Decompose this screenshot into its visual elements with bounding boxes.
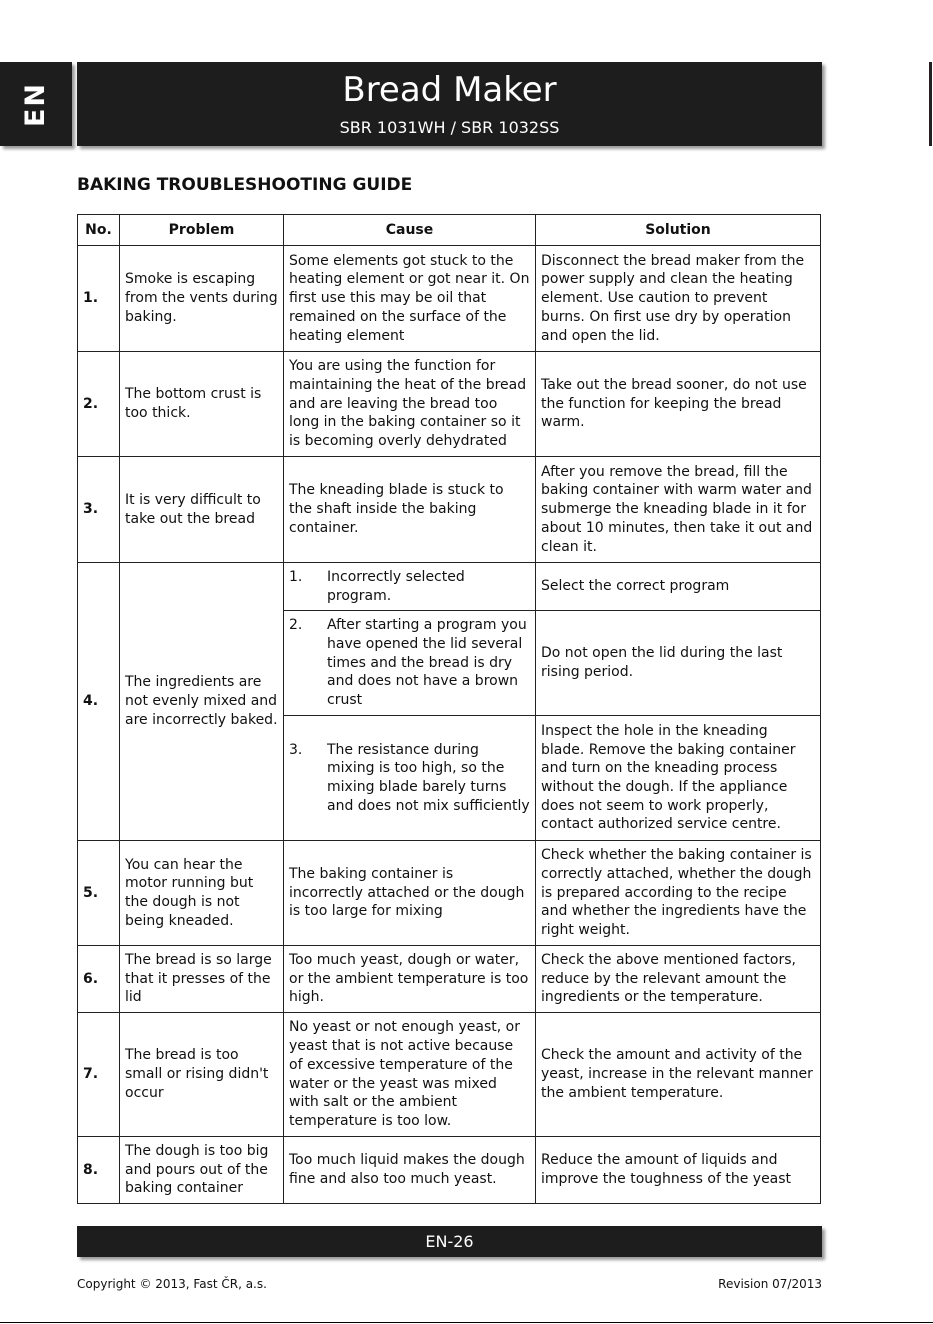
edge-marker [929,62,932,146]
troubleshooting-table [77,214,821,1204]
row-number: 7. [78,1013,120,1137]
copyright-text: Copyright © 2013, Fast ČR, a.s. [77,1277,267,1291]
problem-cell: You can hear the motor running but the dough is not being kneaded. [120,841,284,946]
cause-cell: The kneading blade is stuck to the shaft inside the baking container. [284,457,536,563]
table-row [78,246,821,352]
problem-cell: The bread is too small or rising didn't occur [120,1013,284,1137]
cause-index: 3. [289,741,303,758]
header-bar [77,62,822,146]
solution-cell: Disconnect the bread maker from the power supply and clean the heating element. Use caution to prevent burns. On first use dry by operation and open the lid. [536,246,821,352]
language-tab [0,62,72,146]
table-row [78,563,821,611]
solution-cell: Select the correct program [536,563,821,611]
revision-text: Revision 07/2013 [718,1277,822,1291]
table-row [78,457,821,563]
solution-cell: After you remove the bread, fill the baking container with warm water and submerge the kneading blade in it for about 10 minutes, then take it out and clean it. [536,457,821,563]
column-header-cause: Cause [284,215,536,246]
cause-cell [284,563,536,611]
problem-cell: The bottom crust is too thick. [120,352,284,457]
solution-cell: Inspect the hole in the kneading blade. Remove the baking container and turn on the kneading process without the dough. If the appliance does not seem to work properly, contact authorized service centre. [536,716,821,841]
solution-cell: Do not open the lid during the last rising period. [536,611,821,716]
solution-cell: Check whether the baking container is correctly attached, whether the dough is prepared according to the recipe and whether the ingredients have the right weight. [536,841,821,946]
model-subtitle: SBR 1031WH / SBR 1032SS [339,118,560,137]
page-title: Bread Maker [342,70,557,110]
cause-text: The resistance during mixing is too high, so the mixing blade barely turns and does not mix sufficiently [327,741,530,814]
cause-cell [284,611,536,716]
problem-cell: It is very difficult to take out the bread [120,457,284,563]
table-row [78,1013,821,1137]
cause-text: Incorrectly selected program. [327,568,465,604]
problem-cell: The bread is so large that it presses of the lid [120,946,284,1013]
row-number: 6. [78,946,120,1013]
cause-cell: Too much liquid makes the dough fine and also too much yeast. [284,1137,536,1204]
problem-cell: The dough is too big and pours out of the baking container [120,1137,284,1204]
table-row [78,1137,821,1204]
row-number: 2. [78,352,120,457]
section-title: BAKING TROUBLESHOOTING GUIDE [77,175,413,195]
cause-cell [284,716,536,841]
column-header-no: No. [78,215,120,246]
table-row [78,352,821,457]
solution-cell: Check the amount and activity of the yeast, increase in the relevant manner the ambient temperature. [536,1013,821,1137]
page-number: EN-26 [425,1232,474,1251]
problem-cell: Smoke is escaping from the vents during baking. [120,246,284,352]
page-number-bar [77,1226,822,1257]
solution-cell: Reduce the amount of liquids and improve the toughness of the yeast [536,1137,821,1204]
solution-cell: Take out the bread sooner, do not use the function for keeping the bread warm. [536,352,821,457]
problem-cell: The ingredients are not evenly mixed and are incorrectly baked. [120,563,284,841]
cause-index: 2. [289,617,303,634]
language-code: EN [20,81,52,127]
row-number: 1. [78,246,120,352]
column-header-solution: Solution [536,215,821,246]
row-number: 3. [78,457,120,563]
cause-cell: You are using the function for maintaining the heat of the bread and are leaving the bread too long in the baking container so it is becoming overly dehydrated [284,352,536,457]
cause-cell: The baking container is incorrectly attached or the dough is too large for mixing [284,841,536,946]
row-number: 4. [78,563,120,841]
cause-index: 1. [289,568,303,585]
cause-cell: No yeast or not enough yeast, or yeast that is not active because of excessive temperature of the water or the yeast was mixed with salt or the ambient temperature is too low. [284,1013,536,1137]
cause-cell: Too much yeast, dough or water, or the ambient temperature is too high. [284,946,536,1013]
solution-cell: Check the above mentioned factors, reduce by the relevant amount the ingredients or the temperature. [536,946,821,1013]
row-number: 8. [78,1137,120,1204]
table-row [78,946,821,1013]
column-header-problem: Problem [120,215,284,246]
cause-text: After starting a program you have opened the lid several times and the bread is dry and does not have a brown crust [327,617,527,709]
table-row [78,841,821,946]
table-header-row [78,215,821,246]
bottom-divider [0,1322,933,1323]
row-number: 5. [78,841,120,946]
cause-cell: Some elements got stuck to the heating element or got near it. On first use this may be oil that remained on the surface of the heating element [284,246,536,352]
